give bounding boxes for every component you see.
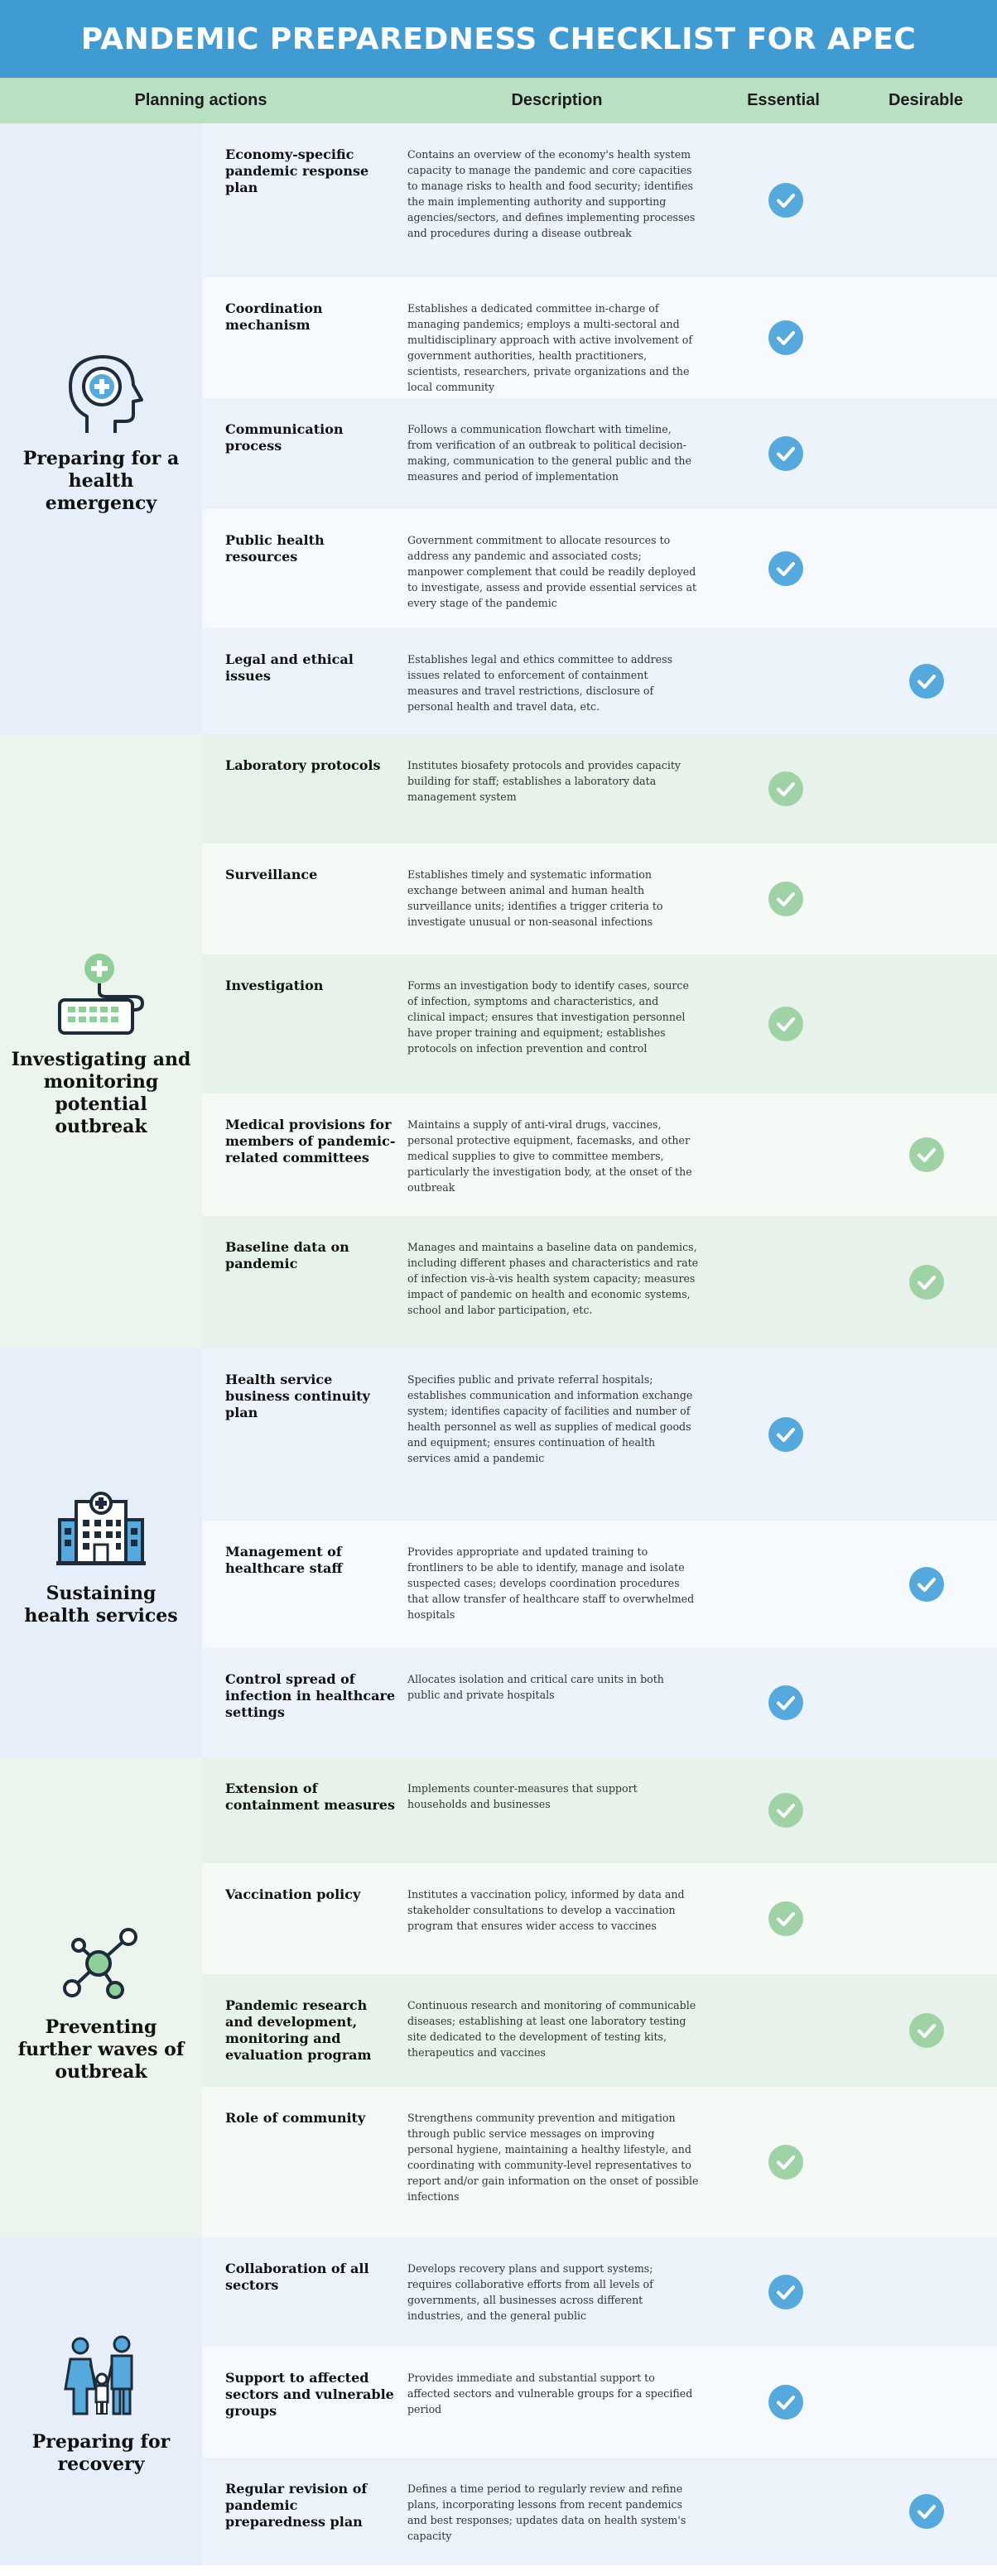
essential-cell [715,2237,856,2347]
section-rows [202,2237,997,2565]
desirable-cell [856,398,997,509]
planning-action: Collaboration of all sectors [225,2261,369,2293]
checkmark-icon [908,1566,945,1603]
planning-action: Investigation [225,978,324,993]
planning-action: Surveillance [225,867,318,882]
section-label-panel [0,1757,202,2237]
desirable-cell [856,628,997,734]
checkmark-icon [768,2144,804,2180]
table-row [202,954,997,1093]
essential-cell [715,277,856,398]
planning-action: Medical provisions for members of pandemic-related committees [225,1117,396,1165]
checkmark-icon [908,2012,945,2049]
checkmark-icon [908,663,945,699]
section-title: Preparing for a health emergency [22,447,180,514]
checkmark-icon [768,881,804,917]
planning-action: Communication process [225,421,344,454]
section-label-panel [0,1348,202,1757]
action-description: Defines a time period to regularly review and refine plans, incorporating lessons from recent pandemics and best responses; updates data on health system's capacity [407,2482,686,2542]
essential-cell [715,1974,856,2087]
action-description: Specifies public and private referral hospitals; establishes communication and information exchange system; identifies capacity of facilities and number of health personnel as well as supplies of medical goods and equipment; ensures continuation of health services amid a pandemic [407,1373,693,1464]
section-5 [0,2237,997,2565]
planning-action: Regular revision of pandemic preparedness plan [225,2481,368,2530]
desirable-cell [856,2237,997,2347]
checkmark-icon [768,550,804,587]
checkmark-icon [768,1684,804,1721]
action-description: Contains an overview of the economy's health system capacity to manage the pandemic and core capacities to manage risks to health and food security; identifies the main implementing authority and supporting agencies/sectors, and defines implementing processes and procedures during a disease outbreak [407,148,696,239]
table-row [202,2347,997,2458]
checkmark-icon [768,2384,804,2420]
planning-action: Pandemic research and development, monitoring and evaluation program [225,1997,372,2063]
action-description: Strengthens community prevention and mitigation through public service messages on improving personal hygiene, maintaining a healthy lifestyle, and coordinating with community-level representatives to report and/or gain information on the onset of possible infections [407,2112,699,2203]
action-description: Institutes a vaccination policy, informed by data and stakeholder consultations to develop a vaccination program that ensures wider access to vaccines [407,1888,685,1932]
essential-cell [715,1648,856,1757]
checkmark-icon [768,182,804,219]
action-description: Manages and maintains a baseline data on pandemics, including different phases and characteristics and rate of infection vis-à-vis health system capacity; measures impact of pandemic on health and economic systems, school and labor participation, etc. [407,1241,699,1316]
header-description: Description [511,91,603,109]
table-row [202,2237,997,2347]
table-row [202,1757,997,1863]
table-row [202,1648,997,1757]
action-description: Develops recovery plans and support systems; requires collaborative efforts from all levels of governments, all businesses across different industries, and the general public [407,2262,653,2322]
checkmark-icon [768,2274,804,2310]
action-description: Government commitment to allocate resources to address any pandemic and associated costs; manpower complement that could be readily deployed to investigate, assess and provide essential services at every stage of the pandemic [407,534,697,609]
checkmark-icon [908,2493,945,2530]
table-row [202,1974,997,2087]
desirable-cell [856,1521,997,1648]
section-title: Preventing further waves of outbreak [17,2016,185,2083]
table-row [202,1348,997,1521]
checkmark-icon [768,1792,804,1829]
desirable-cell [856,843,997,954]
planning-action: Vaccination policy [225,1886,361,1902]
essential-cell [715,1348,856,1521]
table-row [202,2087,997,2237]
planning-action: Support to affected sectors and vulnerable groups [225,2370,394,2419]
section-4 [0,1757,997,2237]
planning-action: Economy-specific pandemic response plan [225,147,369,195]
table-row [202,1521,997,1648]
essential-cell [715,1757,856,1863]
section-1 [0,123,997,734]
desirable-cell [856,1648,997,1757]
table-row [202,1863,997,1974]
section-title: Sustaining health services [24,1583,178,1627]
header-desirable: Desirable [888,91,964,109]
table-row [202,398,997,509]
checkmark-icon [768,435,804,472]
action-description: Establishes timely and systematic information exchange between animal and human health surveillance units; identifies a trigger criteria to investigate unusual or non-seasonal infections [407,868,663,928]
table-header [0,78,997,123]
family-icon [51,2327,151,2426]
desirable-cell [856,1863,997,1974]
desirable-cell [856,1216,997,1348]
section-3 [0,1348,997,1757]
action-description: Implements counter-measures that support households and businesses [407,1782,638,1810]
action-description: Institutes biosafety protocols and provides capacity building for staff; establishes a laboratory data management system [407,759,682,803]
essential-cell [715,1521,856,1648]
essential-cell [715,843,856,954]
planning-action: Control spread of infection in healthcare settings [225,1671,396,1720]
virus-network-icon [51,1912,151,2011]
head-medical-icon [51,344,151,443]
checkmark-icon [768,320,804,356]
planning-action: Extension of containment measures [225,1781,395,1813]
essential-cell [715,1863,856,1974]
essential-cell [715,398,856,509]
planning-action: Public health resources [225,532,325,565]
table-row [202,843,997,954]
section-title: Investigating and monitoring potential outbreak [11,1049,191,1137]
section-rows [202,1757,997,2237]
section-2 [0,734,997,1348]
table-row [202,2458,997,2565]
table-row [202,509,997,628]
desirable-cell [856,1093,997,1216]
essential-cell [715,628,856,734]
desirable-cell [856,1348,997,1521]
action-description: Continuous research and monitoring of communicable diseases; establishing at least one laboratory testing site dedicated to the development of testing kits, therapeutics and vaccines [407,1999,696,2059]
checkmark-icon [908,1137,945,1173]
desirable-cell [856,954,997,1093]
desirable-cell [856,2087,997,2237]
section-rows [202,1348,997,1757]
action-description: Establishes a dedicated committee in-charge of managing pandemics; employs a multi-sectoral and multidisciplinary approach with active involvement of government authorities, health practitioners, scientists, researchers, private organizations and the local community [407,302,693,393]
desirable-cell [856,2458,997,2565]
essential-cell [715,2347,856,2458]
section-label-panel [0,123,202,734]
table-row [202,734,997,843]
essential-cell [715,509,856,628]
planning-action: Baseline data on pandemic [225,1239,349,1271]
essential-cell [715,123,856,277]
header-planning-actions: Planning actions [134,91,267,109]
table-row [202,1093,997,1216]
essential-cell [715,2087,856,2237]
checkmark-icon [768,1006,804,1042]
checkmark-icon [768,1416,804,1453]
planning-action: Management of healthcare staff [225,1544,343,1576]
action-description: Allocates isolation and critical care units in both public and private hospitals [407,1673,664,1701]
section-label-panel [0,2237,202,2565]
header-essential: Essential [747,91,820,109]
essential-cell [715,734,856,843]
action-description: Provides appropriate and updated training to frontliners to be able to identify, manage and isolate suspected cases; develops coordination procedures that allow transfer of healthcare staff to overwhelmed hospitals [407,1545,695,1621]
planning-action: Role of community [225,2110,366,2126]
section-rows [202,734,997,1348]
keyboard-medical-icon [51,944,151,1044]
table-row [202,123,997,277]
desirable-cell [856,734,997,843]
desirable-cell [856,509,997,628]
desirable-cell [856,277,997,398]
page-title: PANDEMIC PREPAREDNESS CHECKLIST FOR APEC [0,0,997,78]
checkmark-icon [768,1901,804,1937]
desirable-cell [856,123,997,277]
essential-cell [715,954,856,1093]
planning-action: Legal and ethical issues [225,651,354,684]
section-label-panel [0,734,202,1348]
section-title: Preparing for recovery [31,2431,171,2475]
action-description: Provides immediate and substantial support to affected sectors and vulnerable groups for a specified period [407,2372,693,2415]
section-rows [202,123,997,734]
essential-cell [715,1216,856,1348]
action-description: Establishes legal and ethics committee to address issues related to enforcement of containment measures and travel restrictions, disclosure of personal health and travel data, etc. [407,653,673,713]
action-description: Maintains a supply of anti-viral drugs, vaccines, personal protective equipment, facemasks, and other medical supplies to give to committee members, particularly the investigation body, at the onset of the outbreak [407,1118,692,1194]
table-row [202,1216,997,1348]
planning-action: Laboratory protocols [225,757,381,773]
checkmark-icon [768,771,804,807]
action-description: Follows a communication flowchart with timeline, from verification of an outbreak to political decision-making, communication to the general public and the measures and period of implementation [407,423,691,483]
checkmark-icon [908,1264,945,1300]
essential-cell [715,1093,856,1216]
desirable-cell [856,2347,997,2458]
table-row [202,277,997,398]
table-row [202,628,997,734]
desirable-cell [856,1974,997,2087]
hospital-icon [51,1478,151,1578]
essential-cell [715,2458,856,2565]
planning-action: Coordination mechanism [225,300,323,333]
action-description: Forms an investigation body to identify cases, source of infection, symptoms and characteristics, and clinical impact; ensures that investigation personnel have proper training and equipment; establishes protocols on infection prevention and control [407,979,689,1055]
sections-container [0,123,997,2565]
planning-action: Health service business continuity plan [225,1372,370,1420]
desirable-cell [856,1757,997,1863]
